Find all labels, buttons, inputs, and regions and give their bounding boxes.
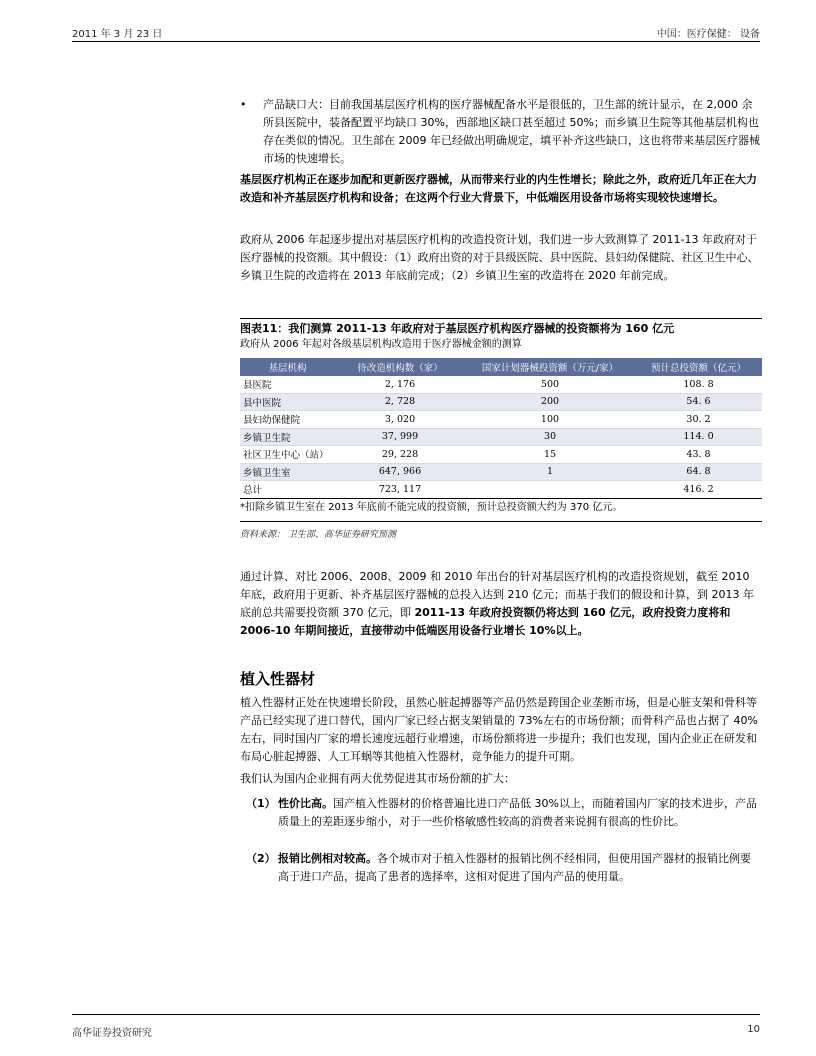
- table-cell: 647, 966: [335, 463, 465, 481]
- figure-subtitle: 政府从 2006 年起对各级基层机构改造用于医疗器械金额的测算: [240, 339, 522, 350]
- paragraph-plan: 政府从 2006 年起逐步提出对基层医疗机构的改造投资计划，我们进一步大致测算了 2011-13 年政府对于医疗器械的投资额。其中假设：（1）政府出资的对于县级医院、县中医院、县妇幼保健院、社区卫生中心、乡镇卫生院的改造将在 2013 年底前完成；（2）乡镇卫生室的改造将在 2020 年前完成。: [240, 233, 759, 282]
- table-cell: 54. 6: [635, 393, 762, 411]
- table-cell: 15: [465, 446, 635, 464]
- figure-title: 图表11：我们测算 2011-13 年政府对于基层医疗机构医疗器械的投资额将为 160 亿元: [240, 322, 675, 335]
- table-cell: [465, 481, 635, 499]
- table-total-row: [240, 481, 762, 499]
- paragraph-summary: 基层医疗机构正在逐步加配和更新医疗器械，从而带来行业的内生性增长；除此之外，政府近几年正在大力改造和补齐基层医疗机构和设备；在这两个行业大背景下，中低端医用设备市场将实现较快速增长。: [240, 173, 757, 204]
- footer-rule: [72, 1014, 760, 1015]
- bullet-text: [240, 96, 760, 168]
- bullet-lead: 产品缺口大：: [263, 98, 329, 111]
- table-cell: 500: [465, 376, 635, 393]
- table-cell: 723, 117: [335, 481, 465, 499]
- figure-top-rule: [240, 318, 762, 319]
- col-header: 基层机构: [240, 358, 335, 376]
- bullet-symbol: •: [240, 98, 247, 111]
- table-cell: 30: [465, 428, 635, 446]
- list-item-body: 各个城市对于植入性器材的报销比例不经相同，但使用国产器材的报销比例要高于进口产品，提高了患者的选择率，这相对促进了国内产品的使用量。: [278, 852, 751, 883]
- list-item: [240, 795, 760, 831]
- table-cell: 200: [465, 393, 635, 411]
- figure-bottom-rule: [240, 521, 762, 522]
- col-header: 预计总投资额（亿元）: [635, 358, 762, 376]
- list-item-label: （2）: [246, 852, 276, 865]
- section-title: 植入性器材: [240, 670, 316, 688]
- table-cell: 64. 8: [635, 463, 762, 481]
- list-item-text: [240, 795, 760, 831]
- calc-bold: 2011-13 年政府投资额仍将达到 160 亿元，政府投资力度将和 2006-10 年期间接近，直接带动中低端医用设备行业增长 10%以上。: [240, 606, 731, 637]
- table-row: [240, 463, 762, 481]
- list-item-body: 国产植入性器材的价格普遍比进口产品低 30%以上，而随着国内厂家的技术进步，产品质量上的差距逐步缩小，对于一些价格敏感性较高的消费者来说拥有很高的性价比。: [278, 797, 757, 828]
- table-cell: 114. 0: [635, 428, 762, 446]
- table-cell: 37, 999: [335, 428, 465, 446]
- table-cell: 2, 728: [335, 393, 465, 411]
- table-row: [240, 446, 762, 464]
- header-section: 中国：医疗保健： 设备: [656, 29, 760, 40]
- table-row: [240, 376, 762, 393]
- table-cell: 416. 2: [635, 481, 762, 499]
- table-cell: 29, 228: [335, 446, 465, 464]
- table-cell: 县中医院: [240, 393, 335, 411]
- table-cell: 县妇幼保健院: [240, 411, 335, 429]
- page-number: 10: [747, 1024, 760, 1035]
- figure-11: [240, 318, 762, 542]
- table-cell: 社区卫生中心（站）: [240, 446, 335, 464]
- table-header-row: [240, 358, 762, 376]
- list-item-bold: 报销比例相对较高。: [278, 852, 377, 865]
- table-row: [240, 393, 762, 411]
- table-cell: 108. 8: [635, 376, 762, 393]
- list-item-text: [240, 850, 760, 886]
- header-rule: [72, 41, 760, 42]
- col-header: 国家计划器械投资额（万元/家）: [465, 358, 635, 376]
- table-row: [240, 411, 762, 429]
- table-cell: 100: [465, 411, 635, 429]
- table-cell: 1: [465, 463, 635, 481]
- paragraph-implant: 植入性器材正处在快速增长阶段，虽然心脏起搏器等产品仍然是跨国企业垄断市场，但是心脏支架和骨科等产品已经实现了进口替代，国内厂家已经占据支架销量的 73%左右的市场份额；而骨科产品也占据了 40%左右，同时国内厂家的增长速度远超行业增速，市场份额将进一步提升；我们也发现，国内企业正在研发和布局心脏起搏器、人工耳蜗等其他植入性器材，竞争能力的提升可期。: [240, 696, 758, 763]
- bullet-paragraph: [240, 96, 760, 168]
- footer-company: 高华证券投资研究: [72, 1028, 152, 1039]
- table-row: [240, 428, 762, 446]
- table-cell: 总计: [240, 481, 335, 499]
- table-cell: 2, 176: [335, 376, 465, 393]
- table-cell: 3, 020: [335, 411, 465, 429]
- bullet-body: 目前我国基层医疗机构的医疗器械配备水平是很低的，卫生部的统计显示，在 2,000 余所县医院中，装备配置平均缺口 30%，西部地区缺口甚至超过 50%；而乡镇卫生院等其他基层机构也存在类似的情况。卫生部在 2009 年已经做出明确规定，填平补齐这些缺口，这也将带来基层医疗器械市场的快速增长。: [263, 98, 760, 165]
- table-cell: 县医院: [240, 376, 335, 393]
- table-cell: 乡镇卫生室: [240, 463, 335, 481]
- list-item-label: （1）: [246, 797, 276, 810]
- table-cell: 30. 2: [635, 411, 762, 429]
- table-cell: 乡镇卫生院: [240, 428, 335, 446]
- investment-table: [240, 358, 762, 499]
- col-header: 待改造机构数（家）: [335, 358, 465, 376]
- table-cell: 43. 8: [635, 446, 762, 464]
- header-date: 2011 年 3 月 23 日: [72, 29, 163, 40]
- calc-text: 通过计算、对比 2006、2008、2009 和 2010 年出台的针对基层医疗机构的改造投资规划，截至 2010 年底，政府用于更新、补齐基层医疗器械的总投入达到 210 亿元；而基于我们的假设和计算，到 2013 年底前总共需要投资额 370 亿元，即: [240, 570, 754, 619]
- figure-source: 资料来源： 卫生部、高华证券研究预测: [240, 529, 396, 540]
- figure-note: *扣除乡镇卫生室在 2013 年底前不能完成的投资额，预计总投资额大约为 370 亿元。: [240, 501, 623, 513]
- paragraph-advantages: 我们认为国内企业拥有两大优势促进其市场份额的扩大：: [240, 772, 515, 785]
- paragraph-calculation: [240, 568, 760, 640]
- list-item: [240, 850, 760, 886]
- list-item-bold: 性价比高。: [278, 797, 333, 810]
